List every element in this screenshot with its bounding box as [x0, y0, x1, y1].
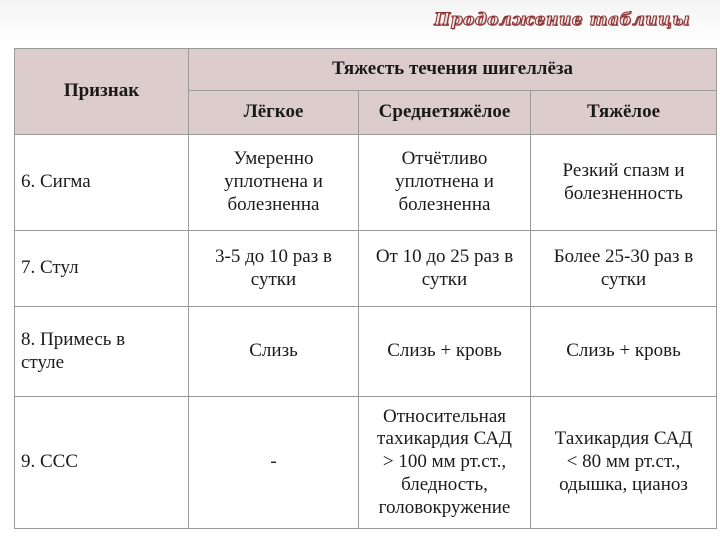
- table-cell: Слизь: [189, 307, 359, 397]
- table-cell: Слизь + кровь: [531, 307, 717, 397]
- table-cell: Более 25-30 раз в сутки: [531, 231, 717, 307]
- header-column-severe: Тяжёлое: [531, 91, 717, 135]
- continuation-label: Продолжение таблицы: [434, 10, 690, 30]
- header-feature: Признак: [15, 49, 189, 135]
- table-cell: Умеренно уплотнена и болезненна: [189, 135, 359, 231]
- table-cell: От 10 до 25 раз в сутки: [359, 231, 531, 307]
- row-feature: 9. ССС: [15, 397, 189, 529]
- header-column-mild: Лёгкое: [189, 91, 359, 135]
- table-cell: Относительная тахикардия САД > 100 мм рт.ст., бледность, головокружение: [359, 397, 531, 529]
- table-row: [15, 135, 717, 231]
- table-cell: Отчётливо уплотнена и болезненна: [359, 135, 531, 231]
- table-cell: 3-5 до 10 раз в сутки: [189, 231, 359, 307]
- table-row: [15, 231, 717, 307]
- table-cell: -: [189, 397, 359, 529]
- header-column-moderate: Среднетяжёлое: [359, 91, 531, 135]
- table-cell: Слизь + кровь: [359, 307, 531, 397]
- table-cell: Резкий спазм и болезненность: [531, 135, 717, 231]
- row-feature: 6. Сигма: [15, 135, 189, 231]
- row-feature: 7. Стул: [15, 231, 189, 307]
- shigellosis-severity-table: [14, 48, 717, 529]
- header-severity-group: Тяжесть течения шигеллёза: [189, 49, 717, 91]
- table-row: [15, 307, 717, 397]
- row-feature: 8. Примесь в стуле: [15, 307, 189, 397]
- table-row: [15, 397, 717, 529]
- table-cell: Тахикардия САД < 80 мм рт.ст., одышка, цианоз: [531, 397, 717, 529]
